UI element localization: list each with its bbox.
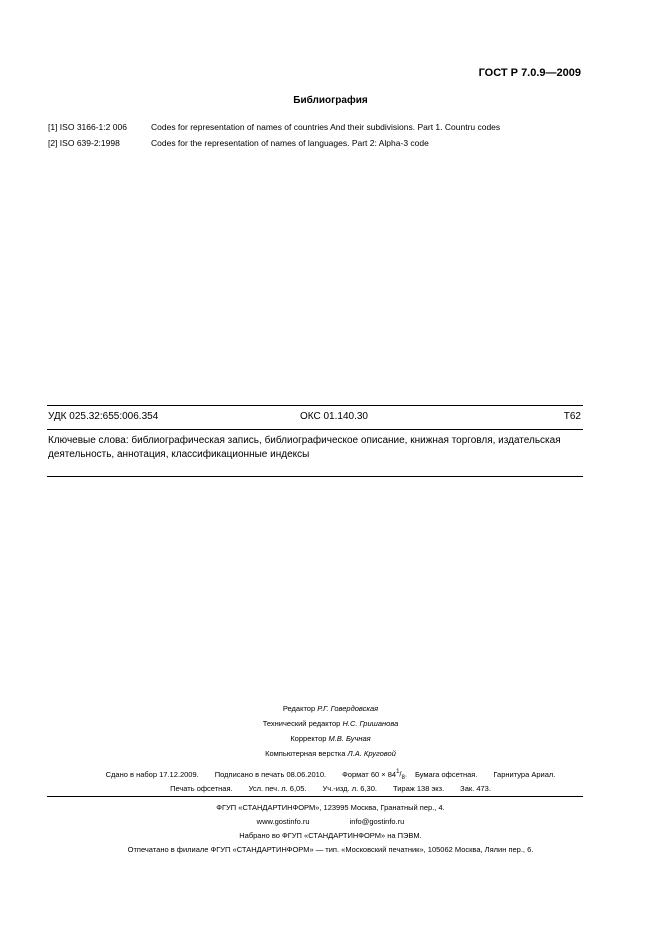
imprint-line-2: Печать офсетная. Усл. печ. л. 6,05. Уч.-изд. л. 6,30. Тираж 138 экз. Зак. 473. [170,784,491,793]
udk-code: УДК 025.32:655:006.354 [48,411,159,422]
bib-text: Codes for the representation of names of languages. Part 2: Alpha-3 code [151,138,429,148]
publisher-address: ФГУП «СТАНДАРТИНФОРМ», 123995 Москва, Гранатный пер., 4. [216,803,445,812]
divider [47,476,583,477]
oks-code: ОКС 01.140.30 [300,411,368,422]
credit-editor: Редактор Р.Г. Говердовская [282,704,379,713]
section-title: Библиография [293,95,368,106]
bibliography-entry [48,122,500,132]
divider [47,429,583,430]
divider [47,796,583,797]
standard-number: ГОСТ Р 7.0.9—2009 [478,67,581,79]
bibliography-entry [48,138,429,148]
credit-corrector: Корректор М.В. Бучная [290,734,371,743]
credit-tech-editor: Технический редактор Н.С. Гришанова [262,719,399,728]
imprint-line-1: Сдано в набор 17.12.2009. Подписано в печать 08.06.2010. Формат $60 \times 84^1/_8$. Бумага офсетная. Гарнитура Ариал. [105,769,556,781]
typeset-note: Набрано во ФГУП «СТАНДАРТИНФОРМ» на ПЭВМ. [239,831,422,840]
credit-layout: Компьютерная верстка Л.А. Круговой [265,749,396,758]
bib-text: Codes for representation of names of countries And their subdivisions. Part 1. Countru codes [151,122,501,132]
group-code: Т62 [563,411,581,422]
printed-note: Отпечатано в филиале ФГУП «СТАНДАРТИНФОРМ» — тип. «Московский печатник», 105062 Москва, Лялин пер., 6. [127,845,534,854]
website-link[interactable]: www.gostinfo.ru [256,817,310,826]
keywords: Ключевые слова: библиографическая запись, библиографическое описание, книжная торговля, издательская деятельность, аннотация, классификационные индексы [48,435,561,460]
bib-ref: [1] ISO 3166-1:2 006 [48,122,127,132]
email-link[interactable]: info@gostinfo.ru [349,817,405,826]
bib-ref: [2] ISO 639-2:1998 [48,138,120,148]
divider [47,405,583,406]
publisher-contacts [0,817,661,826]
